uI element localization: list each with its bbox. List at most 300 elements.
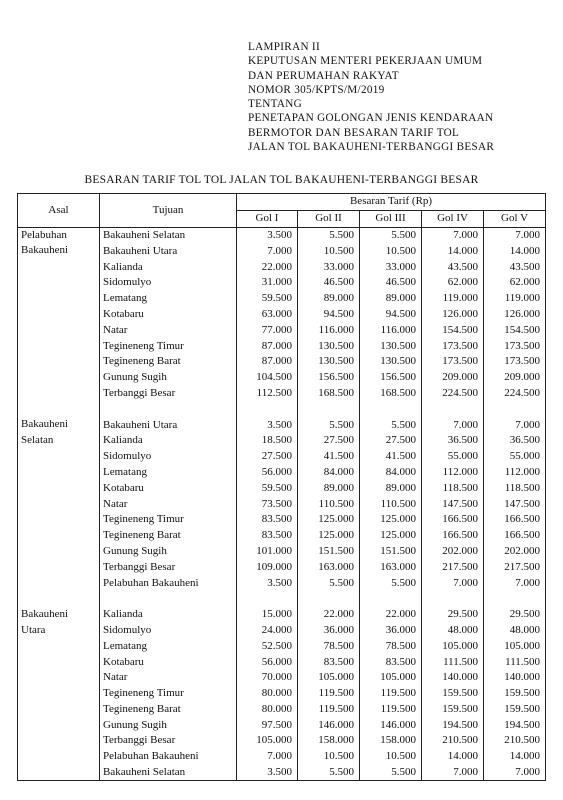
table-row xyxy=(18,386,546,402)
tarif-cell: 83.500 xyxy=(237,528,298,544)
tarif-cell: 59.500 xyxy=(237,291,298,307)
tujuan-cell: Kotabaru xyxy=(100,654,237,670)
tujuan-cell: Tegineneng Timur xyxy=(100,512,237,528)
table-row xyxy=(18,702,546,718)
tarif-cell: 7.000 xyxy=(484,765,546,781)
tarif-cell: 77.000 xyxy=(237,322,298,338)
tarif-cell: 46.500 xyxy=(360,275,422,291)
tarif-cell: 118.500 xyxy=(422,480,484,496)
tarif-cell: 33.000 xyxy=(298,259,360,275)
table-row xyxy=(18,733,546,749)
tarif-cell: 194.500 xyxy=(484,717,546,733)
asal-cell xyxy=(18,275,100,291)
tarif-cell: 130.500 xyxy=(298,338,360,354)
tarif-cell: 166.500 xyxy=(484,512,546,528)
tarif-cell: 89.000 xyxy=(360,291,422,307)
asal-cell xyxy=(18,654,100,670)
tarif-cell: 83.500 xyxy=(237,512,298,528)
asal-cell xyxy=(18,670,100,686)
tarif-cell: 151.500 xyxy=(360,544,422,560)
tarif-cell: 194.500 xyxy=(422,717,484,733)
tarif-cell: 159.500 xyxy=(422,686,484,702)
tarif-cell: 27.500 xyxy=(360,433,422,449)
tarif-cell: 224.500 xyxy=(484,386,546,402)
tarif-cell: 116.000 xyxy=(360,322,422,338)
tujuan-cell: Bakauheni Selatan xyxy=(100,227,237,243)
tarif-cell: 112.000 xyxy=(484,465,546,481)
table-row xyxy=(18,259,546,275)
spacer-cell xyxy=(100,591,237,607)
tarif-cell: 163.000 xyxy=(298,559,360,575)
table-row xyxy=(18,307,546,323)
tarif-cell: 83.500 xyxy=(298,654,360,670)
asal-cell xyxy=(18,465,100,481)
tarif-cell: 125.000 xyxy=(360,528,422,544)
tarif-cell: 111.500 xyxy=(484,654,546,670)
tujuan-cell: Kalianda xyxy=(100,607,237,623)
tujuan-cell: Sidomulyo xyxy=(100,275,237,291)
tarif-cell: 116.000 xyxy=(298,322,360,338)
tarif-cell: 5.500 xyxy=(298,417,360,433)
header-line: PENETAPAN GOLONGAN JENIS KENDARAAN xyxy=(248,112,494,125)
tarif-cell: 126.000 xyxy=(484,307,546,323)
tarif-cell: 173.500 xyxy=(422,338,484,354)
tarif-cell: 163.000 xyxy=(360,559,422,575)
tarif-cell: 105.000 xyxy=(298,670,360,686)
col-header-gol: Gol IV xyxy=(422,210,484,227)
asal-cell: Selatan xyxy=(18,433,100,449)
tarif-cell: 7.000 xyxy=(237,749,298,765)
tujuan-cell: Tegineneng Timur xyxy=(100,686,237,702)
tarif-cell: 217.500 xyxy=(484,559,546,575)
tujuan-cell: Kalianda xyxy=(100,259,237,275)
table-row xyxy=(18,338,546,354)
spacer-cell xyxy=(484,401,546,417)
tarif-cell: 112.000 xyxy=(422,465,484,481)
asal-cell xyxy=(18,512,100,528)
tarif-cell: 10.500 xyxy=(360,749,422,765)
tarif-cell: 168.500 xyxy=(360,386,422,402)
table-row xyxy=(18,227,546,243)
spacer-cell xyxy=(18,591,100,607)
asal-cell xyxy=(18,559,100,575)
asal-cell xyxy=(18,259,100,275)
tujuan-cell: Natar xyxy=(100,322,237,338)
tujuan-cell: Gunung Sugih xyxy=(100,717,237,733)
tarif-cell: 112.500 xyxy=(237,386,298,402)
tarif-cell: 154.500 xyxy=(484,322,546,338)
tarif-cell: 159.500 xyxy=(484,702,546,718)
header-line: NOMOR 305/KPTS/M/2019 xyxy=(248,83,385,96)
table-row xyxy=(18,638,546,654)
asal-cell xyxy=(18,765,100,781)
asal-cell xyxy=(18,575,100,591)
asal-cell: Pelabuhan xyxy=(18,227,100,243)
section-spacer xyxy=(18,401,546,417)
tarif-cell: 119.000 xyxy=(484,291,546,307)
table-row xyxy=(18,528,546,544)
tarif-cell: 110.500 xyxy=(360,496,422,512)
col-header-gol: Gol III xyxy=(360,210,422,227)
tarif-cell: 166.500 xyxy=(422,528,484,544)
spacer-cell xyxy=(360,401,422,417)
table-row xyxy=(18,449,546,465)
tarif-cell: 84.000 xyxy=(298,465,360,481)
tarif-cell: 48.000 xyxy=(422,623,484,639)
tujuan-cell: Kalianda xyxy=(100,433,237,449)
tujuan-cell: Natar xyxy=(100,670,237,686)
tarif-cell: 97.500 xyxy=(237,717,298,733)
tarif-cell: 168.500 xyxy=(298,386,360,402)
table-row xyxy=(18,243,546,259)
tujuan-cell: Lematang xyxy=(100,291,237,307)
asal-cell xyxy=(18,386,100,402)
tarif-cell: 7.000 xyxy=(422,417,484,433)
tarif-cell: 22.000 xyxy=(360,607,422,623)
header-line: LAMPIRAN II xyxy=(248,41,320,53)
col-header-asal: Asal xyxy=(18,194,100,228)
tarif-cell: 166.500 xyxy=(484,528,546,544)
tarif-cell: 29.500 xyxy=(422,607,484,623)
table-title: BESARAN TARIF TOL TOL JALAN TOL BAKAUHENI-TERBANGGI BESAR xyxy=(84,174,479,186)
tujuan-cell: Kotabaru xyxy=(100,480,237,496)
table-row xyxy=(18,354,546,370)
asal-cell xyxy=(18,528,100,544)
tarif-cell: 210.500 xyxy=(422,733,484,749)
table-row xyxy=(18,765,546,781)
tarif-cell: 140.000 xyxy=(484,670,546,686)
tarif-cell: 209.000 xyxy=(422,370,484,386)
tarif-cell: 109.000 xyxy=(237,559,298,575)
tarif-cell: 43.500 xyxy=(484,259,546,275)
tarif-cell: 80.000 xyxy=(237,686,298,702)
asal-cell: Bakauheni xyxy=(18,243,100,259)
header-line: BERMOTOR DAN BESARAN TARIF TOL xyxy=(248,126,460,139)
spacer-cell xyxy=(298,591,360,607)
header-line: JALAN TOL BAKAUHENI-TERBANGGI BESAR xyxy=(248,141,495,154)
spacer-cell xyxy=(422,591,484,607)
table-row xyxy=(18,607,546,623)
tujuan-cell: Kotabaru xyxy=(100,307,237,323)
tarif-cell: 15.000 xyxy=(237,607,298,623)
tarif-cell: 118.500 xyxy=(484,480,546,496)
tarif-cell: 7.000 xyxy=(422,575,484,591)
tarif-cell: 111.500 xyxy=(422,654,484,670)
table-row xyxy=(18,749,546,765)
table-row xyxy=(18,275,546,291)
col-header-gol: Gol V xyxy=(484,210,546,227)
spacer-cell xyxy=(360,591,422,607)
tarif-cell: 94.500 xyxy=(298,307,360,323)
tarif-cell: 146.000 xyxy=(360,717,422,733)
tarif-cell: 130.500 xyxy=(360,338,422,354)
col-header-besaran-tarif: Besaran Tarif (Rp) xyxy=(237,194,546,211)
tarif-cell: 89.000 xyxy=(298,480,360,496)
col-header-tujuan: Tujuan xyxy=(100,194,237,228)
table-row xyxy=(18,417,546,433)
tarif-cell: 7.000 xyxy=(422,227,484,243)
tarif-cell: 3.500 xyxy=(237,417,298,433)
tujuan-cell: Lematang xyxy=(100,638,237,654)
tarif-cell: 7.000 xyxy=(484,575,546,591)
asal-cell xyxy=(18,496,100,512)
tujuan-cell: Pelabuhan Bakauheni xyxy=(100,749,237,765)
tarif-cell: 87.000 xyxy=(237,338,298,354)
tarif-cell: 125.000 xyxy=(298,528,360,544)
table-row xyxy=(18,686,546,702)
tujuan-cell: Bakauheni Utara xyxy=(100,417,237,433)
tarif-cell: 43.500 xyxy=(422,259,484,275)
tarif-cell: 63.000 xyxy=(237,307,298,323)
tarif-cell: 126.000 xyxy=(422,307,484,323)
tarif-cell: 224.500 xyxy=(422,386,484,402)
tarif-cell: 151.500 xyxy=(298,544,360,560)
tarif-cell: 94.500 xyxy=(360,307,422,323)
tarif-cell: 119.500 xyxy=(298,702,360,718)
table-row xyxy=(18,559,546,575)
header-line: TENTANG xyxy=(248,98,303,111)
table-row xyxy=(18,465,546,481)
tarif-cell: 5.500 xyxy=(360,765,422,781)
asal-cell xyxy=(18,702,100,718)
table-row xyxy=(18,496,546,512)
tarif-cell: 147.500 xyxy=(484,496,546,512)
tarif-cell: 84.000 xyxy=(360,465,422,481)
tujuan-cell: Terbanggi Besar xyxy=(100,559,237,575)
tujuan-cell: Tegineneng Barat xyxy=(100,528,237,544)
tarif-cell: 110.500 xyxy=(298,496,360,512)
asal-cell xyxy=(18,338,100,354)
asal-cell xyxy=(18,370,100,386)
tarif-cell: 119.500 xyxy=(360,686,422,702)
tariff-table xyxy=(17,193,546,781)
header-line: KEPUTUSAN MENTERI PEKERJAAN UMUM xyxy=(248,55,483,68)
tarif-cell: 105.000 xyxy=(484,638,546,654)
tarif-cell: 89.000 xyxy=(298,291,360,307)
tarif-cell: 10.500 xyxy=(360,243,422,259)
table-row xyxy=(18,433,546,449)
tarif-cell: 46.500 xyxy=(298,275,360,291)
tarif-cell: 3.500 xyxy=(237,227,298,243)
asal-cell xyxy=(18,322,100,338)
table-row xyxy=(18,623,546,639)
table-body xyxy=(18,227,546,781)
asal-cell xyxy=(18,307,100,323)
tarif-cell: 62.000 xyxy=(422,275,484,291)
asal-cell xyxy=(18,686,100,702)
tarif-cell: 41.500 xyxy=(360,449,422,465)
tarif-cell: 158.000 xyxy=(360,733,422,749)
table-row xyxy=(18,717,546,733)
tarif-cell: 166.500 xyxy=(422,512,484,528)
tarif-cell: 156.500 xyxy=(360,370,422,386)
asal-cell xyxy=(18,638,100,654)
tarif-cell: 14.000 xyxy=(422,749,484,765)
tarif-cell: 147.500 xyxy=(422,496,484,512)
tarif-cell: 119.000 xyxy=(422,291,484,307)
tujuan-cell: Natar xyxy=(100,496,237,512)
col-header-gol: Gol II xyxy=(298,210,360,227)
table-row xyxy=(18,370,546,386)
tarif-cell: 7.000 xyxy=(237,243,298,259)
tarif-cell: 83.500 xyxy=(360,654,422,670)
tujuan-cell: Bakauheni Utara xyxy=(100,243,237,259)
tarif-cell: 24.000 xyxy=(237,623,298,639)
document-header xyxy=(248,40,494,154)
tarif-cell: 36.000 xyxy=(360,623,422,639)
tujuan-cell: Sidomulyo xyxy=(100,449,237,465)
tarif-cell: 29.500 xyxy=(484,607,546,623)
tarif-cell: 5.500 xyxy=(360,227,422,243)
tarif-cell: 27.500 xyxy=(298,433,360,449)
tarif-cell: 36.500 xyxy=(422,433,484,449)
tarif-cell: 48.000 xyxy=(484,623,546,639)
tarif-cell: 210.500 xyxy=(484,733,546,749)
tarif-cell: 173.500 xyxy=(422,354,484,370)
tarif-cell: 18.500 xyxy=(237,433,298,449)
table-row xyxy=(18,512,546,528)
tarif-cell: 125.000 xyxy=(360,512,422,528)
tarif-cell: 125.000 xyxy=(298,512,360,528)
tarif-cell: 70.000 xyxy=(237,670,298,686)
tujuan-cell: Tegineneng Barat xyxy=(100,354,237,370)
asal-cell: Bakauheni xyxy=(18,417,100,433)
tujuan-cell: Sidomulyo xyxy=(100,623,237,639)
tarif-cell: 119.500 xyxy=(360,702,422,718)
tarif-cell: 154.500 xyxy=(422,322,484,338)
asal-cell xyxy=(18,749,100,765)
tarif-cell: 36.000 xyxy=(298,623,360,639)
tarif-cell: 89.000 xyxy=(360,480,422,496)
tarif-cell: 52.500 xyxy=(237,638,298,654)
tarif-cell: 56.000 xyxy=(237,654,298,670)
spacer-cell xyxy=(237,591,298,607)
tarif-cell: 55.000 xyxy=(422,449,484,465)
tarif-cell: 73.500 xyxy=(237,496,298,512)
tarif-cell: 130.500 xyxy=(298,354,360,370)
asal-cell xyxy=(18,733,100,749)
tarif-cell: 62.000 xyxy=(484,275,546,291)
tarif-cell: 56.000 xyxy=(237,465,298,481)
tarif-cell: 31.000 xyxy=(237,275,298,291)
tujuan-cell: Terbanggi Besar xyxy=(100,386,237,402)
col-header-gol: Gol I xyxy=(237,210,298,227)
tujuan-cell: Gunung Sugih xyxy=(100,370,237,386)
spacer-cell xyxy=(484,591,546,607)
spacer-cell xyxy=(237,401,298,417)
asal-cell xyxy=(18,544,100,560)
tarif-cell: 105.000 xyxy=(237,733,298,749)
tujuan-cell: Tegineneng Barat xyxy=(100,702,237,718)
tarif-cell: 22.000 xyxy=(237,259,298,275)
tarif-cell: 78.500 xyxy=(298,638,360,654)
tarif-cell: 5.500 xyxy=(360,575,422,591)
tarif-cell: 80.000 xyxy=(237,702,298,718)
tarif-cell: 5.500 xyxy=(298,765,360,781)
tarif-cell: 104.500 xyxy=(237,370,298,386)
asal-cell: Bakauheni xyxy=(18,607,100,623)
section-spacer xyxy=(18,591,546,607)
tujuan-cell: Gunung Sugih xyxy=(100,544,237,560)
table-row xyxy=(18,575,546,591)
spacer-cell xyxy=(18,401,100,417)
tarif-cell: 55.000 xyxy=(484,449,546,465)
header-line: DAN PERUMAHAN RAKYAT xyxy=(248,69,399,82)
tarif-cell: 33.000 xyxy=(360,259,422,275)
tarif-cell: 7.000 xyxy=(484,417,546,433)
tarif-cell: 140.000 xyxy=(422,670,484,686)
tarif-cell: 5.500 xyxy=(360,417,422,433)
tarif-cell: 156.500 xyxy=(298,370,360,386)
tujuan-cell: Lematang xyxy=(100,465,237,481)
tujuan-cell: Pelabuhan Bakauheni xyxy=(100,575,237,591)
tarif-cell: 209.000 xyxy=(484,370,546,386)
asal-cell xyxy=(18,449,100,465)
table-row xyxy=(18,670,546,686)
spacer-cell xyxy=(298,401,360,417)
tarif-cell: 3.500 xyxy=(237,575,298,591)
tarif-cell: 173.500 xyxy=(484,354,546,370)
tarif-cell: 7.000 xyxy=(484,227,546,243)
tarif-cell: 59.500 xyxy=(237,480,298,496)
spacer-cell xyxy=(100,401,237,417)
tarif-cell: 5.500 xyxy=(298,575,360,591)
tarif-cell: 78.500 xyxy=(360,638,422,654)
tarif-cell: 158.000 xyxy=(298,733,360,749)
tarif-cell: 119.500 xyxy=(298,686,360,702)
tarif-cell: 22.000 xyxy=(298,607,360,623)
tarif-cell: 202.000 xyxy=(422,544,484,560)
tarif-cell: 87.000 xyxy=(237,354,298,370)
tarif-cell: 36.500 xyxy=(484,433,546,449)
table-row xyxy=(18,322,546,338)
tarif-cell: 7.000 xyxy=(422,765,484,781)
tarif-cell: 105.000 xyxy=(360,670,422,686)
asal-cell xyxy=(18,717,100,733)
tarif-cell: 101.000 xyxy=(237,544,298,560)
tarif-cell: 159.500 xyxy=(422,702,484,718)
table-row xyxy=(18,480,546,496)
table-row xyxy=(18,291,546,307)
tarif-cell: 14.000 xyxy=(484,243,546,259)
asal-cell xyxy=(18,354,100,370)
tarif-cell: 10.500 xyxy=(298,243,360,259)
tarif-cell: 27.500 xyxy=(237,449,298,465)
asal-cell: Utara xyxy=(18,623,100,639)
tarif-cell: 202.000 xyxy=(484,544,546,560)
tarif-cell: 3.500 xyxy=(237,765,298,781)
tarif-cell: 130.500 xyxy=(360,354,422,370)
tarif-cell: 173.500 xyxy=(484,338,546,354)
tarif-cell: 217.500 xyxy=(422,559,484,575)
spacer-cell xyxy=(422,401,484,417)
tarif-cell: 41.500 xyxy=(298,449,360,465)
table-row xyxy=(18,544,546,560)
asal-cell xyxy=(18,480,100,496)
tujuan-cell: Terbanggi Besar xyxy=(100,733,237,749)
tarif-cell: 14.000 xyxy=(422,243,484,259)
tarif-cell: 14.000 xyxy=(484,749,546,765)
tujuan-cell: Tegineneng Timur xyxy=(100,338,237,354)
tarif-cell: 105.000 xyxy=(422,638,484,654)
asal-cell xyxy=(18,291,100,307)
tarif-cell: 146.000 xyxy=(298,717,360,733)
tarif-cell: 5.500 xyxy=(298,227,360,243)
table-row xyxy=(18,654,546,670)
tarif-cell: 10.500 xyxy=(298,749,360,765)
tujuan-cell: Bakauheni Selatan xyxy=(100,765,237,781)
tarif-cell: 159.500 xyxy=(484,686,546,702)
